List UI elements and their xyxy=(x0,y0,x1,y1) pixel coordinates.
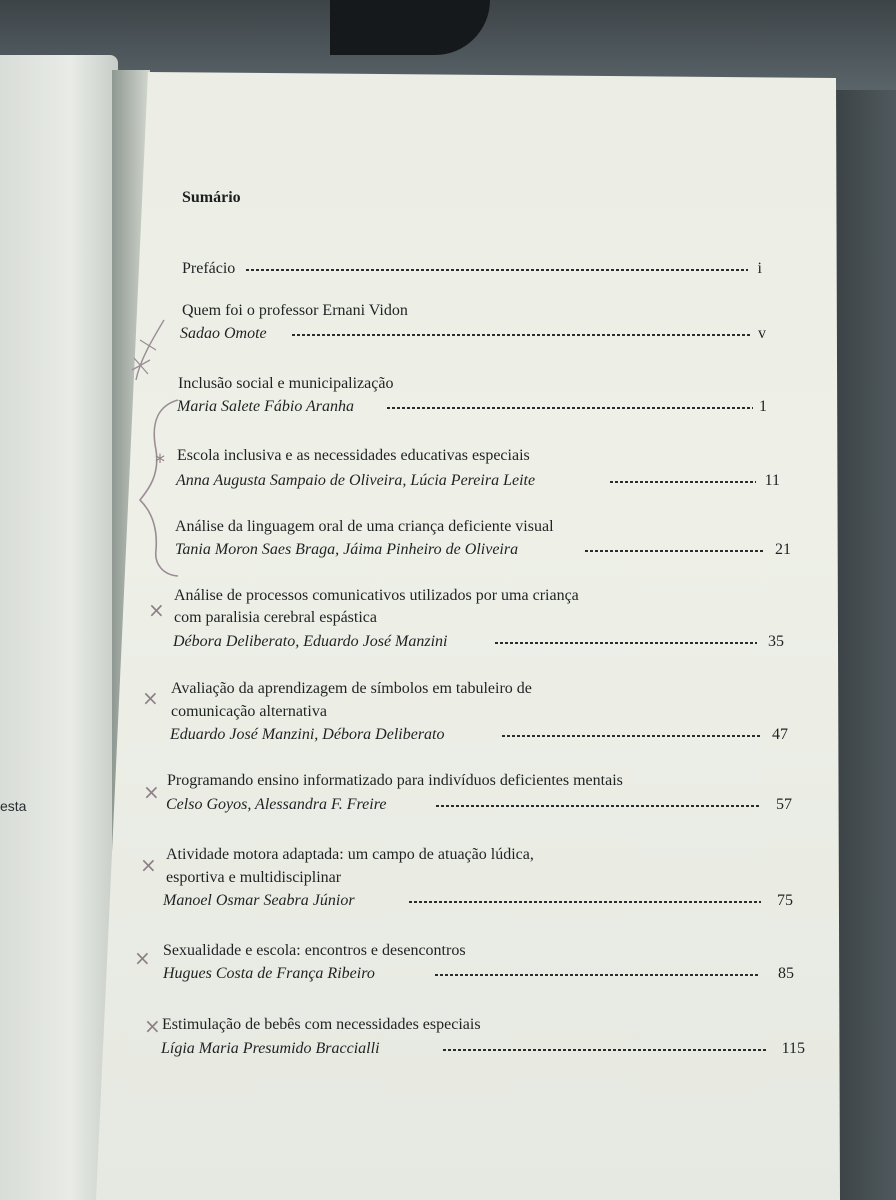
dot-leader xyxy=(436,805,760,807)
entry-title: Sexualidade e escola: encontros e desencontros xyxy=(163,942,466,959)
entry-title: Estimulação de bebês com necessidades especiais xyxy=(162,1016,481,1033)
toc-entry-author-row xyxy=(170,725,788,745)
page-number: 21 xyxy=(775,541,791,558)
dot-leader xyxy=(495,642,757,644)
x-mark: × xyxy=(148,598,165,622)
page-number: 11 xyxy=(764,472,780,489)
dot-leader xyxy=(409,901,761,903)
entry-title: Programando ensino informatizado para indivíduos deficientes mentais xyxy=(167,772,623,789)
entry-title: Análise da linguagem oral de uma criança deficiente visual xyxy=(175,518,554,535)
entry-title: Escola inclusiva e as necessidades educativas especiais xyxy=(177,447,530,464)
asterisk-mark: * xyxy=(155,450,165,474)
entry-title: Avaliação da aprendizagem de símbolos em tabuleiro de xyxy=(171,680,532,697)
page-number: 35 xyxy=(768,633,784,650)
toc-entry-author-row xyxy=(180,324,766,344)
toc-entry-author-row xyxy=(175,540,791,560)
entry-author: Eduardo José Manzini, Débora Deliberato xyxy=(170,726,445,743)
entry-author: Maria Salete Fábio Aranha xyxy=(177,398,355,415)
entry-title: Análise de processos comunicativos utilizados por uma criança xyxy=(174,587,579,604)
x-mark: × xyxy=(134,946,151,970)
entry-author: Lígia Maria Presumido Braccialli xyxy=(161,1040,380,1057)
page-number: 47 xyxy=(772,726,788,743)
x-mark: × xyxy=(143,780,160,804)
entry-author: Hugues Costa de França Ribeiro xyxy=(163,965,375,982)
page-number: 57 xyxy=(776,796,792,813)
toc-entry-author-row xyxy=(166,795,792,815)
entry-title: Atividade motora adaptada: um campo de atuação lúdica, xyxy=(166,846,534,863)
page-edge-shadow xyxy=(836,90,896,1200)
entry-author: Sadao Omote xyxy=(180,325,267,342)
dot-leader xyxy=(585,550,765,552)
dot-leader xyxy=(292,334,752,336)
dot-leader xyxy=(435,974,759,976)
dot-leader xyxy=(443,1049,767,1051)
toc-entry-author-row xyxy=(173,632,784,652)
dot-leader xyxy=(610,481,756,483)
x-mark: × xyxy=(140,853,157,877)
entry-author: Tania Moron Saes Braga, Jáima Pinheiro de Oliveira xyxy=(175,541,519,558)
dot-leader xyxy=(246,269,748,271)
entry-title-continued: com paralisia cerebral espástica xyxy=(174,609,377,626)
toc-entry-prefacio xyxy=(182,259,762,279)
toc-entry-author-row xyxy=(161,1039,805,1059)
page-number: 1 xyxy=(759,398,767,415)
dot-leader xyxy=(387,407,753,409)
entry-author: Débora Deliberato, Eduardo José Manzini xyxy=(173,633,448,650)
toc-title: Sumário xyxy=(182,189,241,206)
page-number: v xyxy=(758,325,766,342)
entry-author: Manoel Osmar Seabra Júnior xyxy=(163,892,355,909)
page-number: 75 xyxy=(777,892,793,909)
entry-title-continued: comunicação alternativa xyxy=(171,703,327,720)
page-number: 85 xyxy=(778,965,794,982)
left-page xyxy=(0,55,118,1200)
pencil-bracket-annotation xyxy=(120,300,200,580)
entry-title: Quem foi o professor Ernani Vidon xyxy=(182,302,408,319)
entry-title: Inclusão social e municipalização xyxy=(178,375,394,392)
dot-leader xyxy=(502,735,760,737)
x-mark: × xyxy=(144,1014,161,1038)
entry-author: Anna Augusta Sampaio de Oliveira, Lúcia Pereira Leite xyxy=(176,472,536,489)
toc-entry-author-row xyxy=(163,964,794,984)
entry-author: Celso Goyos, Alessandra F. Freire xyxy=(166,796,387,813)
page-number: 115 xyxy=(781,1040,805,1057)
toc-entry-author-row xyxy=(163,891,793,911)
entry-title-continued: esportiva e multidisciplinar xyxy=(166,869,342,886)
toc-entry-author-row xyxy=(177,397,767,417)
left-page-fragment: esta xyxy=(0,798,27,814)
page-number: i xyxy=(757,260,762,277)
entry-title: Prefácio xyxy=(182,260,236,277)
toc-entry-author-row xyxy=(176,471,780,491)
x-mark: × xyxy=(142,686,159,710)
